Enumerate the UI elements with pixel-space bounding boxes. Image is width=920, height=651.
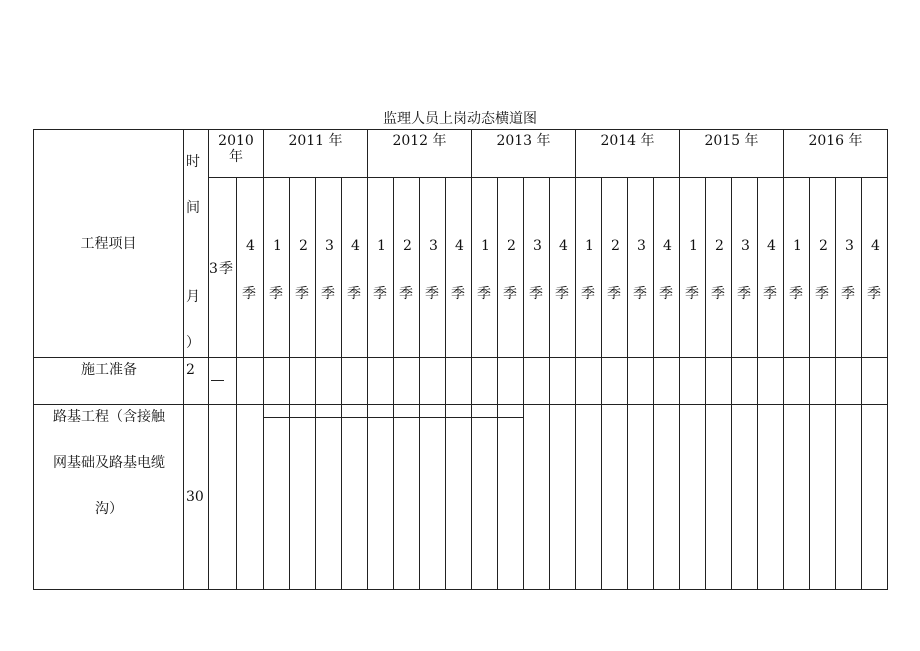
row-quarter-cell bbox=[550, 405, 576, 590]
header-year-label: 2015 年 bbox=[704, 133, 759, 149]
row-quarter-cell bbox=[316, 405, 342, 590]
row-quarter-cell bbox=[420, 358, 446, 405]
quarter-number: 2 bbox=[611, 238, 620, 254]
quarter-label: 季 bbox=[425, 286, 439, 302]
header-year-label: 2016 年 bbox=[808, 133, 863, 149]
row-quarter-cell bbox=[472, 405, 498, 590]
row-quarter-cell bbox=[602, 358, 628, 405]
row-quarter-cell bbox=[498, 358, 524, 405]
quarter-label: 季 bbox=[321, 286, 335, 302]
row-item-line: 施工准备 bbox=[81, 362, 137, 378]
header-quarter bbox=[498, 178, 524, 358]
quarter-number: 3 bbox=[533, 238, 542, 254]
quarter-label: 季 bbox=[607, 286, 621, 302]
row-quarter-cell bbox=[680, 358, 706, 405]
quarter-number: 4 bbox=[246, 238, 255, 254]
header-quarter bbox=[628, 178, 654, 358]
quarter-label: 季 bbox=[633, 286, 647, 302]
quarter-number: 1 bbox=[273, 238, 282, 254]
quarter-label: 季 bbox=[737, 286, 751, 302]
row-months-value: 2 bbox=[186, 362, 195, 378]
row-quarter-cell bbox=[290, 358, 316, 405]
row-quarter-cell bbox=[394, 358, 420, 405]
row-quarter-cell bbox=[550, 358, 576, 405]
quarter-label: 季 bbox=[841, 286, 855, 302]
quarter-number: 3 bbox=[741, 238, 750, 254]
header-quarter bbox=[862, 178, 888, 358]
header-quarter bbox=[576, 178, 602, 358]
quarter-label: 季 bbox=[373, 286, 387, 302]
schedule-bar bbox=[211, 380, 224, 381]
header-year bbox=[209, 130, 264, 178]
quarter-label: 季 bbox=[219, 261, 233, 277]
header-quarter bbox=[264, 178, 290, 358]
row-quarter-cell bbox=[237, 405, 264, 590]
row-quarter-cell bbox=[784, 405, 810, 590]
header-time bbox=[184, 130, 209, 358]
row-quarter-cell bbox=[758, 405, 784, 590]
row-item-line: 网基础及路基电缆 bbox=[53, 455, 165, 471]
quarter-label: 季 bbox=[659, 286, 673, 302]
header-quarter bbox=[550, 178, 576, 358]
row-quarter-cell bbox=[237, 358, 264, 405]
row-quarter-cell bbox=[732, 358, 758, 405]
quarter-number: 2 bbox=[715, 238, 724, 254]
header-quarter bbox=[758, 178, 784, 358]
row-quarter-cell bbox=[209, 405, 237, 590]
quarter-label: 季 bbox=[347, 286, 361, 302]
header-year-label: 2011 年 bbox=[288, 133, 343, 149]
row-quarter-cell bbox=[394, 405, 420, 590]
row-quarter-cell bbox=[524, 358, 550, 405]
header-year bbox=[264, 130, 368, 178]
quarter-number: 2 bbox=[507, 238, 516, 254]
row-quarter-cell bbox=[680, 405, 706, 590]
quarter-label: 季 bbox=[763, 286, 777, 302]
row-quarter-cell bbox=[498, 405, 524, 590]
header-quarter bbox=[394, 178, 420, 358]
quarter-number: 2 bbox=[403, 238, 412, 254]
header-quarter bbox=[784, 178, 810, 358]
row-quarter-cell bbox=[209, 358, 237, 405]
gantt-table bbox=[33, 129, 888, 590]
row-quarter-cell bbox=[420, 405, 446, 590]
row-quarter-cell bbox=[836, 358, 862, 405]
schedule-bar bbox=[264, 417, 523, 418]
row-quarter-cell bbox=[706, 358, 732, 405]
row-item-line: 沟） bbox=[95, 501, 123, 517]
header-quarter bbox=[446, 178, 472, 358]
quarter-number: 3 bbox=[209, 261, 218, 277]
header-year bbox=[576, 130, 680, 178]
quarter-label: 季 bbox=[477, 286, 491, 302]
row-quarter-cell bbox=[862, 405, 888, 590]
quarter-number: 3 bbox=[845, 238, 854, 254]
header-time-char: ） bbox=[186, 335, 200, 351]
quarter-label: 季 bbox=[295, 286, 309, 302]
row-item-line: 路基工程（含接触 bbox=[53, 409, 165, 425]
quarter-number: 1 bbox=[481, 238, 490, 254]
header-year-label: 2013 年 bbox=[496, 133, 551, 149]
row-quarter-cell bbox=[446, 405, 472, 590]
header-time-char: 时 bbox=[186, 154, 200, 170]
row-quarter-cell bbox=[862, 358, 888, 405]
row-months-value: 30 bbox=[186, 489, 204, 505]
header-time-char: 间 bbox=[186, 200, 200, 216]
header-quarter bbox=[810, 178, 836, 358]
row-quarter-cell bbox=[446, 358, 472, 405]
row-quarter-cell bbox=[368, 358, 394, 405]
row-quarter-cell bbox=[654, 358, 680, 405]
row-quarter-cell bbox=[342, 358, 368, 405]
quarter-label: 季 bbox=[399, 286, 413, 302]
quarter-number: 4 bbox=[351, 238, 360, 254]
row-quarter-cell bbox=[784, 358, 810, 405]
header-quarter bbox=[602, 178, 628, 358]
quarter-number: 4 bbox=[871, 238, 880, 254]
quarter-number: 4 bbox=[663, 238, 672, 254]
quarter-number: 1 bbox=[793, 238, 802, 254]
quarter-label: 季 bbox=[529, 286, 543, 302]
header-quarter bbox=[316, 178, 342, 358]
quarter-number: 4 bbox=[455, 238, 464, 254]
row-quarter-cell bbox=[264, 405, 290, 590]
row-quarter-cell bbox=[758, 358, 784, 405]
row-quarter-cell bbox=[628, 358, 654, 405]
quarter-label: 季 bbox=[555, 286, 569, 302]
quarter-number: 1 bbox=[377, 238, 386, 254]
quarter-label: 季 bbox=[685, 286, 699, 302]
row-quarter-cell bbox=[472, 358, 498, 405]
quarter-label: 季 bbox=[451, 286, 465, 302]
row-quarter-cell bbox=[602, 405, 628, 590]
header-year-label: 2012 年 bbox=[392, 133, 447, 149]
quarter-number: 2 bbox=[819, 238, 828, 254]
quarter-label: 季 bbox=[789, 286, 803, 302]
row-item-name bbox=[34, 405, 184, 590]
header-item: 工程项目 bbox=[34, 130, 184, 358]
quarter-number: 3 bbox=[325, 238, 334, 254]
header-quarter bbox=[368, 178, 394, 358]
row-quarter-cell bbox=[290, 405, 316, 590]
chart-title: 监理人员上岗动态横道图 bbox=[383, 111, 537, 127]
quarter-label: 季 bbox=[581, 286, 595, 302]
header-quarter bbox=[732, 178, 758, 358]
row-quarter-cell bbox=[810, 405, 836, 590]
header-quarter bbox=[290, 178, 316, 358]
header-quarter bbox=[237, 178, 264, 358]
header-quarter bbox=[342, 178, 368, 358]
quarter-number: 3 bbox=[637, 238, 646, 254]
header-quarter bbox=[836, 178, 862, 358]
header-year bbox=[368, 130, 472, 178]
quarter-label: 季 bbox=[867, 286, 881, 302]
quarter-number: 4 bbox=[767, 238, 776, 254]
header-time-char: 月 bbox=[186, 289, 200, 305]
quarter-number: 4 bbox=[559, 238, 568, 254]
row-months bbox=[184, 405, 209, 590]
quarter-number: 1 bbox=[585, 238, 594, 254]
row-quarter-cell bbox=[524, 405, 550, 590]
quarter-label: 季 bbox=[242, 286, 256, 302]
header-quarter bbox=[209, 178, 237, 358]
header-quarter bbox=[680, 178, 706, 358]
row-quarter-cell bbox=[576, 405, 602, 590]
row-quarter-cell bbox=[810, 358, 836, 405]
row-quarter-cell bbox=[628, 405, 654, 590]
quarter-label: 季 bbox=[503, 286, 517, 302]
header-year bbox=[472, 130, 576, 178]
quarter-label: 季 bbox=[711, 286, 725, 302]
quarter-number: 2 bbox=[299, 238, 308, 254]
row-quarter-cell bbox=[732, 405, 758, 590]
row-item-name bbox=[34, 358, 184, 405]
quarter-number: 1 bbox=[689, 238, 698, 254]
quarter-number: 3 bbox=[429, 238, 438, 254]
header-quarter bbox=[472, 178, 498, 358]
row-quarter-cell bbox=[576, 358, 602, 405]
header-year bbox=[784, 130, 888, 178]
quarter-label: 季 bbox=[815, 286, 829, 302]
header-year-label: 2014 年 bbox=[600, 133, 655, 149]
row-quarter-cell bbox=[342, 405, 368, 590]
row-quarter-cell bbox=[706, 405, 732, 590]
header-quarter bbox=[420, 178, 446, 358]
quarter-label: 季 bbox=[269, 286, 283, 302]
row-quarter-cell bbox=[654, 405, 680, 590]
header-quarter bbox=[524, 178, 550, 358]
header-quarter bbox=[654, 178, 680, 358]
row-months bbox=[184, 358, 209, 405]
row-quarter-cell bbox=[316, 358, 342, 405]
row-quarter-cell bbox=[836, 405, 862, 590]
row-quarter-cell bbox=[264, 358, 290, 405]
row-quarter-cell bbox=[368, 405, 394, 590]
header-year bbox=[680, 130, 784, 178]
header-year-label: 2010 年 bbox=[218, 133, 254, 165]
header-quarter bbox=[706, 178, 732, 358]
